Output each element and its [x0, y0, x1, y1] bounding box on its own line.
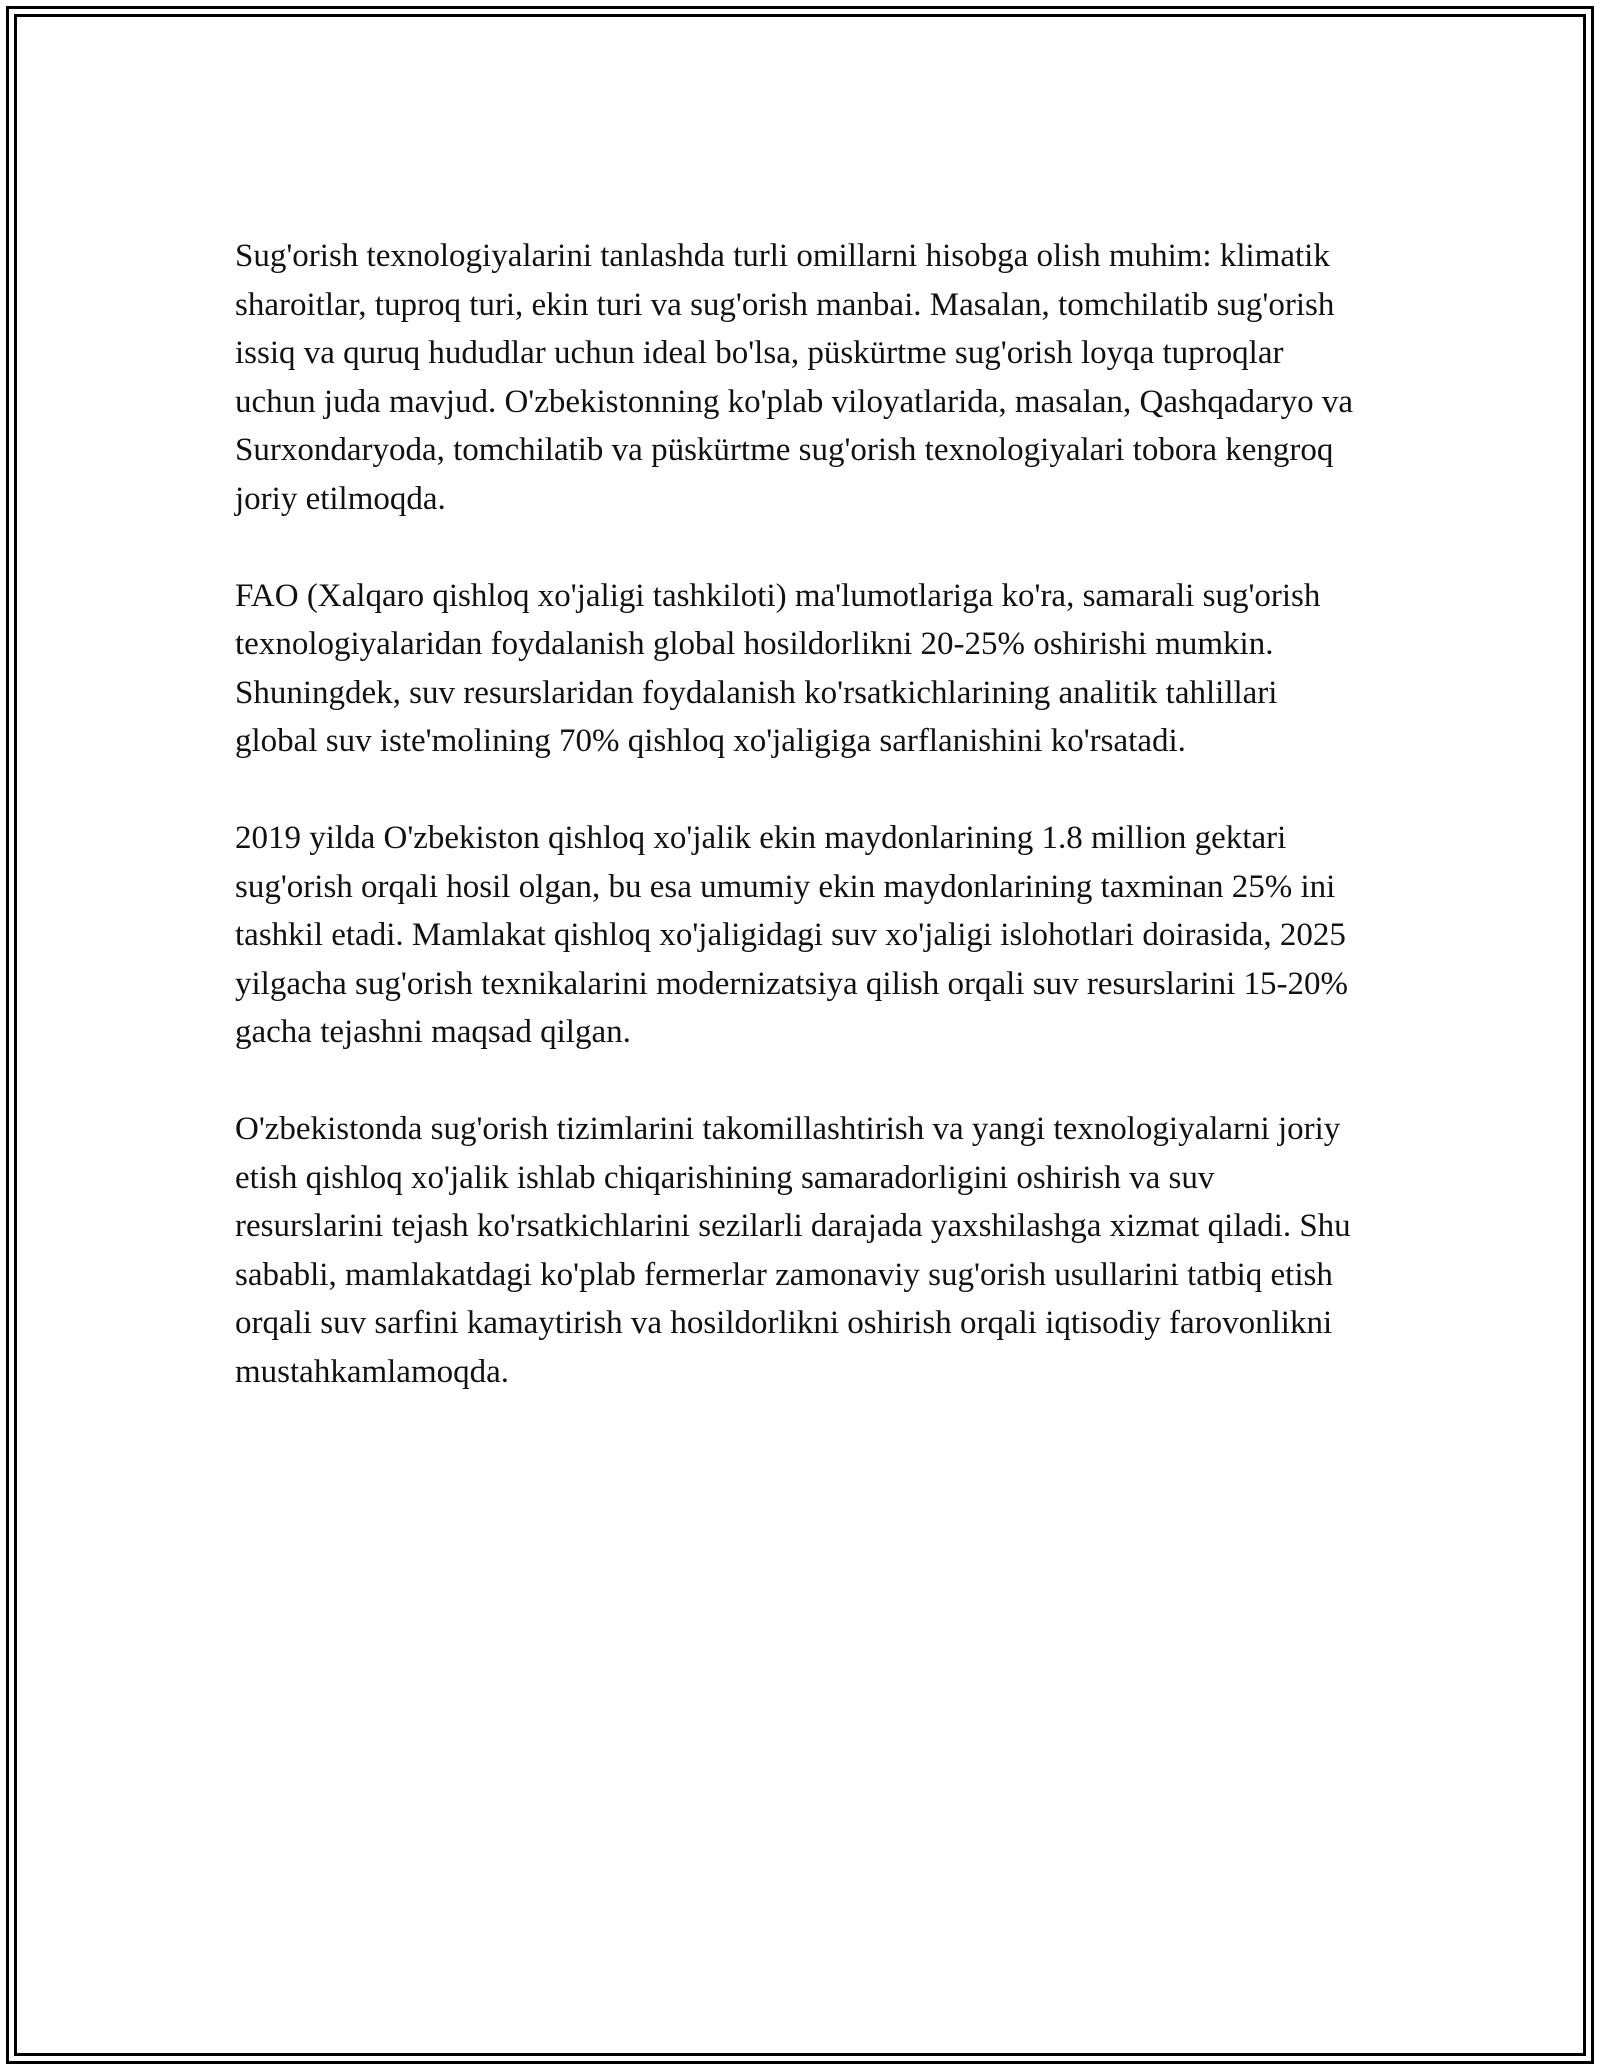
paragraph-conclusion: O'zbekistonda sug'orish tizimlarini takomillashtirish va yangi texnologiyalarni joriy etish qishloq xo'jalik ishlab chiqarishining samaradorligini oshirish va suv resurslarini tejash ko'rsatkichlarini sezilarli darajada yaxshilashga xizmat qiladi. Shu sababli, mamlakatdagi ko'plab fermerlar zamonaviy sug'orish usullarini tatbiq etish orqali suv sarfini kamaytirish va hosildorlikni oshirish orqali iqtisodiy farovonlikni mustahkamlamoqda.: [235, 1110, 1351, 1390]
paragraph-irrigation-technology-selection: Sug'orish texnologiyalarini tanlashda turli omillarni hisobga olish muhim: klimatik sharoitlar, tuproq turi, ekin turi va sug'orish manbai. Masalan, tomchilatib sug'orish issiq va quruq hududlar uchun ideal bo'lsa, püskürtme sug'orish loyqa tuproqlar uchun juda mavjud. O'zbekistonning ko'plab viloyatlarida, masalan, Qashqadaryo va Surxondaryoda, tomchilatib va püskürtme sug'orish texnologiyalari tobora kengroq joriy etilmoqda.: [235, 238, 1354, 517]
paragraph-fao-statistics: FAO (Xalqaro qishloq xo'jaligi tashkiloti) ma'lumotlariga ko'ra, samarali sug'orish texnologiyalaridan foydalanish global hosildorlikni 20-25% oshirishi mumkin. Shuningdek, suv resurslaridan foydalanish ko'rsatkichlarining analitik tahlillari global suv iste'molining 70% qishloq xo'jaligiga sarflanishini ko'rsatadi.: [235, 577, 1321, 760]
paragraph-uzbekistan-2019-data: 2019 yilda O'zbekiston qishloq xo'jalik ekin maydonlarining 1.8 million gektari sug'orish orqali hosil olgan, bu esa umumiy ekin maydonlarining taxminan 25% ini tashkil etadi. Mamlakat qishloq xo'jaligidagi suv xo'jaligi islohotlari doirasida, 2025 yilgacha sug'orish texnikalarini modernizatsiya qilish orqali suv resurslarini 15-20% gacha tejashni maqsad qilgan.: [235, 819, 1349, 1051]
document-body: [235, 232, 1355, 1444]
